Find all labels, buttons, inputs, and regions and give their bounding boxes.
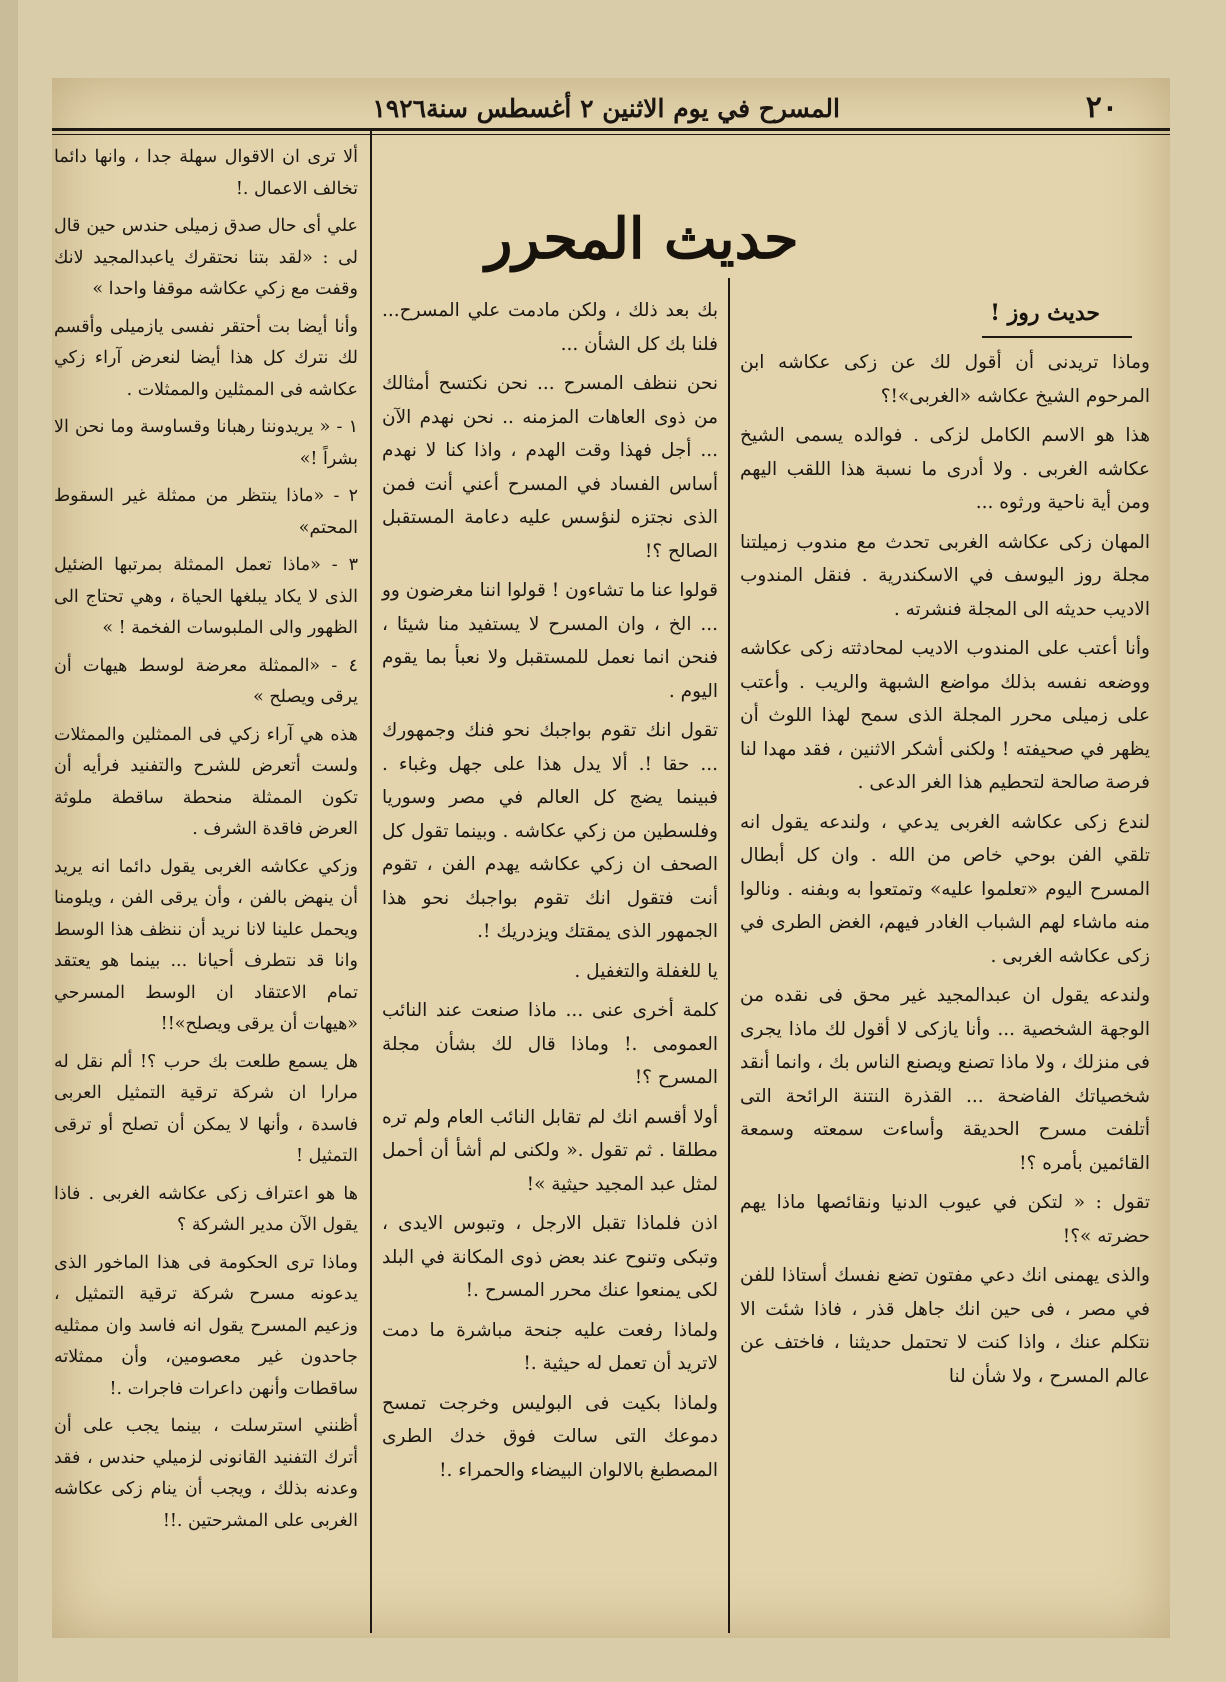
subheading-underline: [982, 336, 1132, 338]
paragraph: وأنا أيضا بت أحتقر نفسى يازميلى وأقسم لك نترك كل هذا أيضا لنعرض آراء زكي عكاشه فى الممثلين والممثلات .: [54, 316, 358, 400]
paragraph: وزكي عكاشه الغربى يقول دائما انه يريد أن ينهض بالفن ، وأن يرقى الفن ، ويلومنا ويحمل علينا لانا نريد أن ننظف هذا الوسط وانا قد نتطرف أحيانا ... بينما هو يعتقد تمام الاعتقاد ان الوسط المسرحي «هيهات أن يرقى ويصلح»!!: [54, 856, 358, 1034]
paragraph: هذا هو الاسم الكامل لزكى . فوالده يسمى الشيخ عكاشه الغربى . ولا أدرى ما نسبة هذا اللقب اليهم ومن أية ناحية ورثوه ...: [740, 425, 1150, 513]
paragraph: وأنا أعتب على المندوب الاديب لمحادثته زكى عكاشه ووضعه نفسه بذلك مواضع الشبهة والريب . وأعتب على زميلى محرر المجلة الذى سمح لهذا اللوث أن يظهر في صحيفته ! ولكنى أشكر الاثنين ، فقد مهدا لنا فرصة صالحة لتحطيم هذا الغر الدعى .: [740, 638, 1150, 793]
page-number: ٢٠: [1085, 90, 1118, 125]
article-column-left: [54, 142, 358, 1543]
article-title: حديث المحرر: [485, 206, 799, 272]
newspaper-page: [52, 78, 1170, 1638]
paragraph: هذه هي آراء زكي فى الممثلين والممثلات ولست أتعرض للشرح والتفنيد فرأيه أن تكون الممثلة منحطة ساقطة ملوثة العرض فاقدة الشرف .: [54, 724, 358, 839]
paragraph: والذى يهمنى انك دعي مفتون تضع نفسك أستاذا للفن في مصر ، فى حين انك جاهل قذر ، فاذا شئت الا نتكلم عنك ، واذا كنت لا تحتمل حديثنا ، فاختف عن عالم المسرح ، ولا شأن لنا: [740, 1265, 1150, 1387]
article-column-right: [740, 346, 1150, 1399]
paragraph: قولوا عنا ما تشاءون ! قولوا اننا مغرضون وو ... الخ ، وان المسرح لا يستفيد منا شيئا ، فنحن انما نعمل للمستقبل ولا نعبأ بما يقوم اليوم .: [382, 580, 718, 702]
page-header: [52, 86, 1170, 132]
article-column-middle: [382, 294, 718, 1493]
paragraph: أظنني استرسلت ، بينما يجب على أن أترك التفنيد القانونى لزميلي حندس ، فقد وعدنه بذلك ، ويجب أن ينام زكى عكاشه الغربى على المشرحتين .!!: [54, 1416, 358, 1531]
paragraph: ولماذا رفعت عليه جنحة مباشرة ما دمت لاتريد أن تعمل له حيثية .!: [382, 1319, 718, 1374]
paragraph: ١ - « يريدوننا رهبانا وقساوسة وما نحن الا بشراً !»: [54, 417, 358, 469]
paragraph: المهان زكى عكاشه الغربى تحدث مع مندوب زميلتنا مجلة روز اليوسف في الاسكندرية . فنقل المندوب الاديب حديثه الى المجلة فنشرته .: [740, 531, 1150, 620]
column-divider-left: [370, 128, 372, 1633]
paragraph: بك بعد ذلك ، ولكن مادمت علي المسرح... فلنا بك كل الشأن ...: [382, 300, 718, 355]
paragraph: علي أى حال صدق زميلى حندس حين قال لى : «لقد بتنا نحتقرك ياعبدالمجيد لانك وقفت مع زكي عكاشه موقفا واحدا »: [54, 216, 358, 299]
paragraph: وماذا تريدنى أن أقول لك عن زكى عكاشه ابن المرحوم الشيخ عكاشه «الغربى»!؟: [740, 352, 1150, 407]
paragraph: وماذا ترى الحكومة فى هذا الماخور الذى يدعونه مسرح شركة ترقية التمثيل ، وزعيم المسرح يقول انه فاسد وان ممثليه جاحدون غير معصومين، وأن ممثلاته ساقطات وأنهن داعرات فاجرات .!: [54, 1252, 358, 1399]
paragraph: ولماذا بكيت فى البوليس وخرجت تمسح دموعك التى سالت فوق خدك الطرى المصطبغ بالالوان البيضاء والحمراء .!: [382, 1392, 718, 1481]
paragraph: ألا ترى ان الاقوال سهلة جدا ، وانها دائما تخالف الاعمال .!: [54, 147, 358, 199]
paragraph: اذن فلماذا تقبل الارجل ، وتبوس الايدى ، وتبكى وتنوح عند بعض ذوى المكانة في البلد لكى يمنعوا عنك محرر المسرح .!: [382, 1213, 718, 1301]
paragraph: تقول انك تقوم بواجبك نحو فنك وجمهورك ... حقا !. ألا يدل هذا على جهل وغباء . فبينما يضج كل العالم في مصر وسوريا وفلسطين من زكي عكاشه . وبينما تقول كل الصحف ان زكي عكاشه يهدم الفن ، تقوم أنت فتقول انك تقوم بواجبك نحو هذا الجمهور الذى يمقتك ويزدريك !.: [382, 720, 718, 942]
paragraph: يا للغفلة والتغفيل .: [574, 960, 718, 982]
paragraph: أولا أقسم انك لم تقابل النائب العام ولم تره مطلقا . ثم تقول .« ولكنى لم أشأ أن أحمل لمثل عبد المجيد حيثية »!: [382, 1106, 718, 1195]
paragraph: تقول : « لتكن في عيوب الدنيا ونقائصها ماذا يهم حضرته »؟!: [740, 1192, 1150, 1247]
paragraph: ها هو اعتراف زكى عكاشه الغربى . فاذا يقول الآن مدير الشركة ؟: [54, 1183, 358, 1235]
header-rule-thin: [52, 134, 1170, 135]
issue-dateline: المسرح في يوم الاثنين ٢ أغسطس سنة١٩٢٦: [372, 94, 840, 123]
paragraph: كلمة أخرى عنى ... ماذا صنعت عند النائب العمومى .! وماذا قال لك بشأن مجلة المسرح ؟!: [382, 1000, 718, 1088]
paragraph: نحن ننظف المسرح ... نحن نكتسح أمثالك من ذوى العاهات المزمنه .. نحن نهدم الآن ... أجل فهذا وقت الهدم ، واذا كنا لا نهدم أساس الفساد في المسرح أعني أنت فمن الذى نجتزه لنؤسس عليه دعامة المستقبل الصالح ؟!: [382, 373, 718, 562]
paragraph: ٤ - «الممثلة معرضة لوسط هيهات أن يرقى ويصلح »: [54, 655, 358, 707]
paragraph: لندع زكى عكاشه الغربى يدعي ، ولندعه يقول انه تلقي الفن بوحي خاص من الله . وان كل أبطال المسرح اليوم «تعلموا عليه» وتمتعوا به وبفنه . ونالوا منه ماشاء لهم الشباب الغادر فيهم، الغض الطرى في زكى عكاشه الغربى .: [740, 811, 1150, 967]
paragraph: ولندعه يقول ان عبدالمجيد غير محق فى نقده من الوجهة الشخصية ... وأنا يازكى لا أقول لك ماذا يجرى فى منزلك ، ولا ماذا تصنع ويصنع الناس بك ، وانما أنقد شخصياتك الفاضحة ... القذرة النتنة الرائحة التى أتلفت مسرح الحديقة وأساءت سمعته وسمعة القائمين بأمره ؟!: [740, 985, 1150, 1174]
column-divider-right: [728, 278, 730, 1633]
article-subheading: حديث روز !: [990, 300, 1100, 326]
paragraph: ٣ - «ماذا تعمل الممثلة بمرتبها الضئيل الذى لا يكاد يبلغها الحياة ، وهي تحتاج الى الظهور والى الملبوسات الفخمة ! »: [54, 555, 358, 638]
paragraph: ٢ - «ماذا ينتظر من ممثلة غير السقوط المحتم»: [54, 486, 358, 538]
header-rule: [52, 128, 1170, 131]
paragraph: هل يسمع طلعت بك حرب ؟! ألم نقل له مرارا ان شركة ترقية التمثيل العربى فاسدة ، وأنها لا يمكن أن تصلح أو ترقى التمثيل !: [54, 1051, 358, 1166]
page-margin: [0, 0, 18, 1682]
